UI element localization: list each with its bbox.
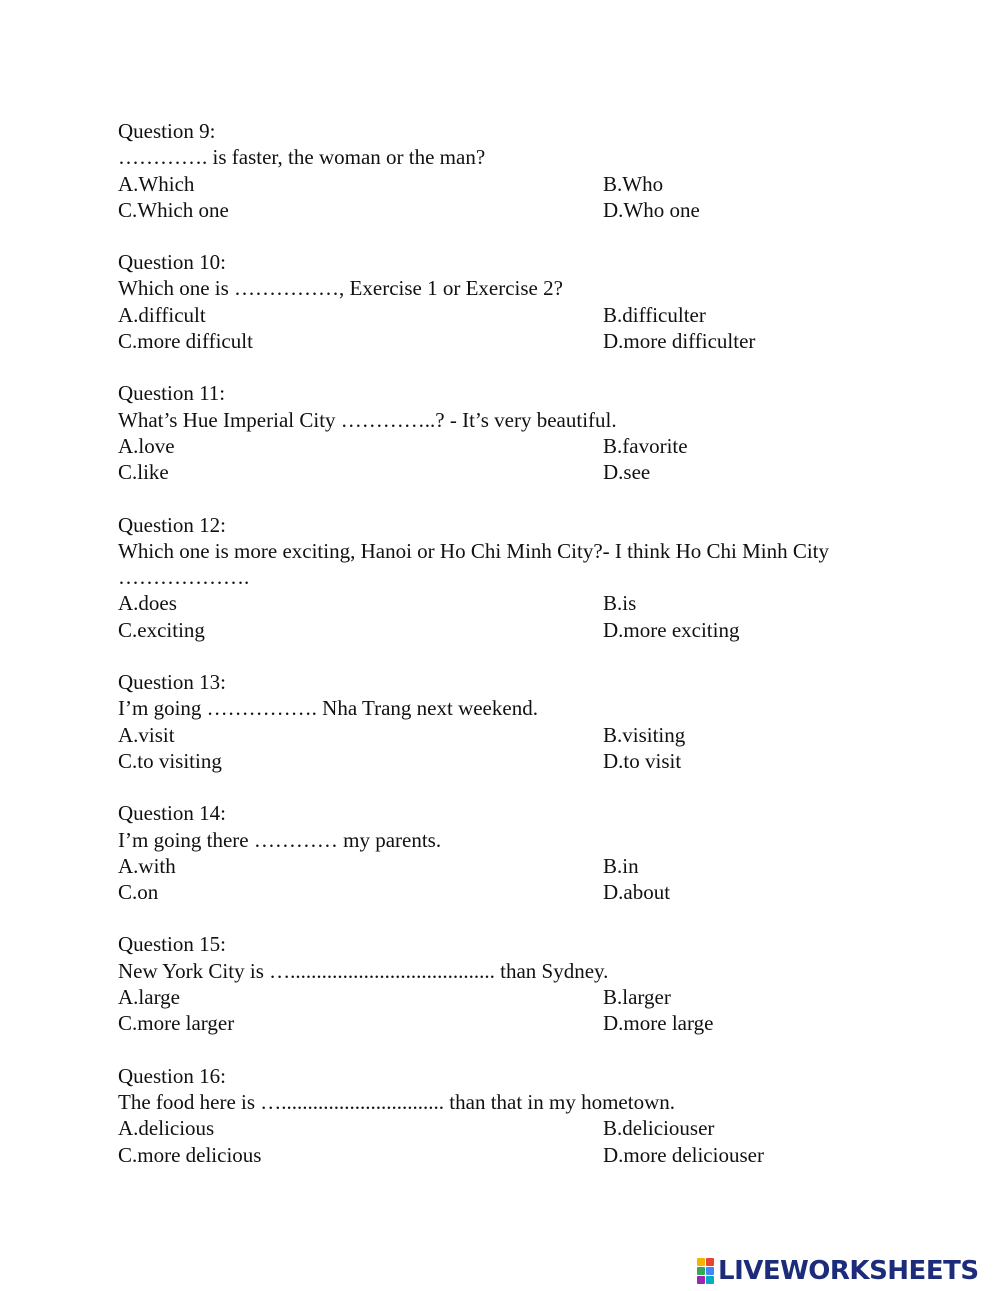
answer-option[interactable]: A.large bbox=[118, 985, 181, 1010]
answer-option[interactable]: D.more exciting bbox=[603, 617, 740, 642]
answer-option[interactable]: B.difficulter bbox=[603, 302, 706, 327]
logo-square bbox=[697, 1258, 705, 1266]
question-heading: Question 14: bbox=[118, 801, 226, 826]
question-prompt: The food here is …............................... than that in my hometown. bbox=[118, 1089, 676, 1114]
answer-options bbox=[118, 984, 878, 1037]
answer-option[interactable]: B.Who bbox=[603, 171, 664, 196]
logo-square bbox=[697, 1276, 705, 1284]
brand-name: LIVEWORKSHEETS bbox=[718, 1256, 979, 1286]
answer-options bbox=[118, 722, 878, 775]
question-block bbox=[118, 380, 878, 485]
logo-square bbox=[697, 1267, 705, 1275]
answer-option[interactable]: A.love bbox=[118, 433, 175, 458]
answer-option[interactable]: A.difficult bbox=[118, 302, 206, 327]
worksheet bbox=[118, 118, 878, 1194]
question-block bbox=[118, 1063, 878, 1168]
answer-option[interactable]: D.to visit bbox=[603, 748, 682, 773]
answer-option[interactable]: C.on bbox=[118, 880, 159, 905]
answer-option[interactable]: C.like bbox=[118, 460, 169, 485]
answer-options bbox=[118, 302, 878, 355]
question-heading: Question 10: bbox=[118, 250, 226, 275]
brand-logo bbox=[697, 1256, 979, 1286]
question-heading: Question 13: bbox=[118, 670, 226, 695]
answer-options bbox=[118, 433, 878, 486]
answer-options bbox=[118, 171, 878, 224]
answer-option[interactable]: B.visiting bbox=[603, 722, 686, 747]
answer-option[interactable]: B.is bbox=[603, 591, 637, 616]
question-prompt: Which one is ……………, Exercise 1 or Exercise 2? bbox=[118, 276, 563, 301]
question-block bbox=[118, 800, 878, 905]
question-prompt: New York City is …....................................... than Sydney. bbox=[118, 958, 609, 983]
answer-options bbox=[118, 1115, 878, 1168]
question-heading: Question 11: bbox=[118, 381, 226, 406]
answer-option[interactable]: B.larger bbox=[603, 985, 671, 1010]
answer-option[interactable]: B.in bbox=[603, 853, 639, 878]
answer-option[interactable]: A.delicious bbox=[118, 1116, 215, 1141]
answer-option[interactable]: A.Which bbox=[118, 171, 195, 196]
answer-options bbox=[118, 853, 878, 906]
question-prompt: What’s Hue Imperial City …………..? - It’s very beautiful. bbox=[118, 407, 617, 432]
question-prompt: I’m going there ………… my parents. bbox=[118, 827, 442, 852]
answer-option[interactable]: C.Which one bbox=[118, 197, 229, 222]
logo-square bbox=[706, 1267, 714, 1275]
answer-option[interactable]: D.more deliciouser bbox=[603, 1142, 764, 1167]
question-heading: Question 9: bbox=[118, 119, 216, 143]
answer-option[interactable]: C.more larger bbox=[118, 1011, 235, 1036]
question-prompt: I’m going ……………. Nha Trang next weekend. bbox=[118, 696, 538, 721]
question-prompt: …………. is faster, the woman or the man? bbox=[118, 145, 486, 170]
liveworksheets-logo-icon bbox=[697, 1258, 714, 1284]
logo-square bbox=[706, 1258, 714, 1266]
question-heading: Question 16: bbox=[118, 1063, 226, 1088]
answer-option[interactable]: C.more delicious bbox=[118, 1142, 262, 1167]
answer-option[interactable]: C.exciting bbox=[118, 617, 205, 642]
answer-option[interactable]: C.more difficult bbox=[118, 329, 253, 354]
answer-option[interactable]: A.with bbox=[118, 853, 176, 878]
answer-option[interactable]: D.more difficulter bbox=[603, 329, 756, 354]
answer-option[interactable]: B.favorite bbox=[603, 433, 688, 458]
answer-option[interactable]: D.see bbox=[603, 460, 651, 485]
question-block bbox=[118, 118, 878, 223]
answer-option[interactable]: A.visit bbox=[118, 722, 175, 747]
question-block bbox=[118, 931, 878, 1036]
answer-options bbox=[118, 590, 878, 643]
answer-option[interactable]: B.deliciouser bbox=[603, 1116, 715, 1141]
answer-option[interactable]: D.about bbox=[603, 880, 671, 905]
answer-option[interactable]: C.to visiting bbox=[118, 748, 222, 773]
question-prompt: Which one is more exciting, Hanoi or Ho Chi Minh City?- I think Ho Chi Minh City ………………. bbox=[118, 538, 830, 590]
answer-option[interactable]: A.does bbox=[118, 591, 177, 616]
logo-square bbox=[706, 1276, 714, 1284]
question-heading: Question 15: bbox=[118, 932, 226, 957]
answer-option[interactable]: D.Who one bbox=[603, 197, 700, 222]
question-block bbox=[118, 512, 878, 643]
question-block bbox=[118, 669, 878, 774]
answer-option[interactable]: D.more large bbox=[603, 1011, 714, 1036]
question-block bbox=[118, 249, 878, 354]
question-heading: Question 12: bbox=[118, 512, 226, 537]
